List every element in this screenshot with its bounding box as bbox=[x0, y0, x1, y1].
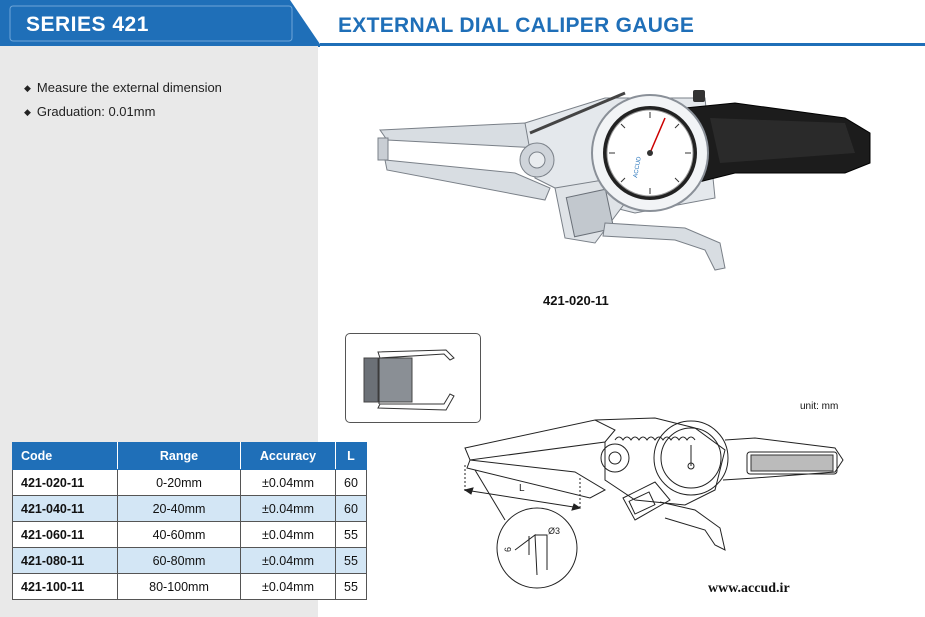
cell-l: 60 bbox=[336, 470, 367, 496]
column-header-range: Range bbox=[118, 443, 241, 470]
cell-accuracy: ±0.04mm bbox=[241, 522, 336, 548]
cell-range: 60-80mm bbox=[118, 548, 241, 574]
photo-caption: 421-020-11 bbox=[543, 293, 609, 308]
cell-accuracy: ±0.04mm bbox=[241, 574, 336, 600]
page-title: EXTERNAL DIAL CALIPER GAUGE bbox=[338, 14, 695, 37]
cell-accuracy: ±0.04mm bbox=[241, 548, 336, 574]
spec-table bbox=[12, 442, 367, 600]
table-row bbox=[13, 548, 367, 574]
cell-code: 421-060-11 bbox=[13, 522, 118, 548]
cell-code: 421-080-11 bbox=[13, 548, 118, 574]
feature-item: ◆ Graduation: 0.01mm bbox=[24, 104, 156, 119]
cell-accuracy: ±0.04mm bbox=[241, 496, 336, 522]
cell-l: 55 bbox=[336, 574, 367, 600]
cell-range: 40-60mm bbox=[118, 522, 241, 548]
header-divider bbox=[320, 43, 925, 46]
column-header-accuracy: Accuracy bbox=[241, 443, 336, 470]
cell-range: 20-40mm bbox=[118, 496, 241, 522]
cell-l: 55 bbox=[336, 548, 367, 574]
cell-l: 60 bbox=[336, 496, 367, 522]
table-row bbox=[13, 470, 367, 496]
feature-item: ◆ Measure the external dimension bbox=[24, 80, 222, 95]
dimension-diameter-label: Ø3 bbox=[548, 526, 561, 536]
usage-inset-diagram bbox=[346, 334, 480, 422]
cell-code: 421-020-11 bbox=[13, 470, 118, 496]
cell-range: 80-100mm bbox=[118, 574, 241, 600]
dimension-l-label: L bbox=[519, 483, 525, 494]
cell-accuracy: ±0.04mm bbox=[241, 470, 336, 496]
technical-drawing bbox=[455, 410, 855, 600]
table-row bbox=[13, 522, 367, 548]
caliper-gauge-photo bbox=[375, 78, 885, 288]
unit-label: unit: mm bbox=[800, 401, 839, 412]
diamond-bullet-icon: ◆ bbox=[24, 83, 31, 93]
cell-l: 55 bbox=[336, 522, 367, 548]
feature-list bbox=[24, 80, 222, 128]
dimension-height-label: 6 bbox=[503, 546, 513, 552]
column-header-code: Code bbox=[13, 443, 118, 470]
table-header-row bbox=[13, 443, 367, 470]
website-link[interactable]: www.accud.ir bbox=[708, 581, 790, 596]
diamond-bullet-icon: ◆ bbox=[24, 107, 31, 117]
cell-range: 0-20mm bbox=[118, 470, 241, 496]
cell-code: 421-100-11 bbox=[13, 574, 118, 600]
series-label: SERIES 421 bbox=[26, 13, 149, 36]
table-row bbox=[13, 574, 367, 600]
table-row bbox=[13, 496, 367, 522]
cell-code: 421-040-11 bbox=[13, 496, 118, 522]
column-header-l: L bbox=[336, 443, 367, 470]
dial-brand-text: ACCUD bbox=[633, 156, 643, 179]
